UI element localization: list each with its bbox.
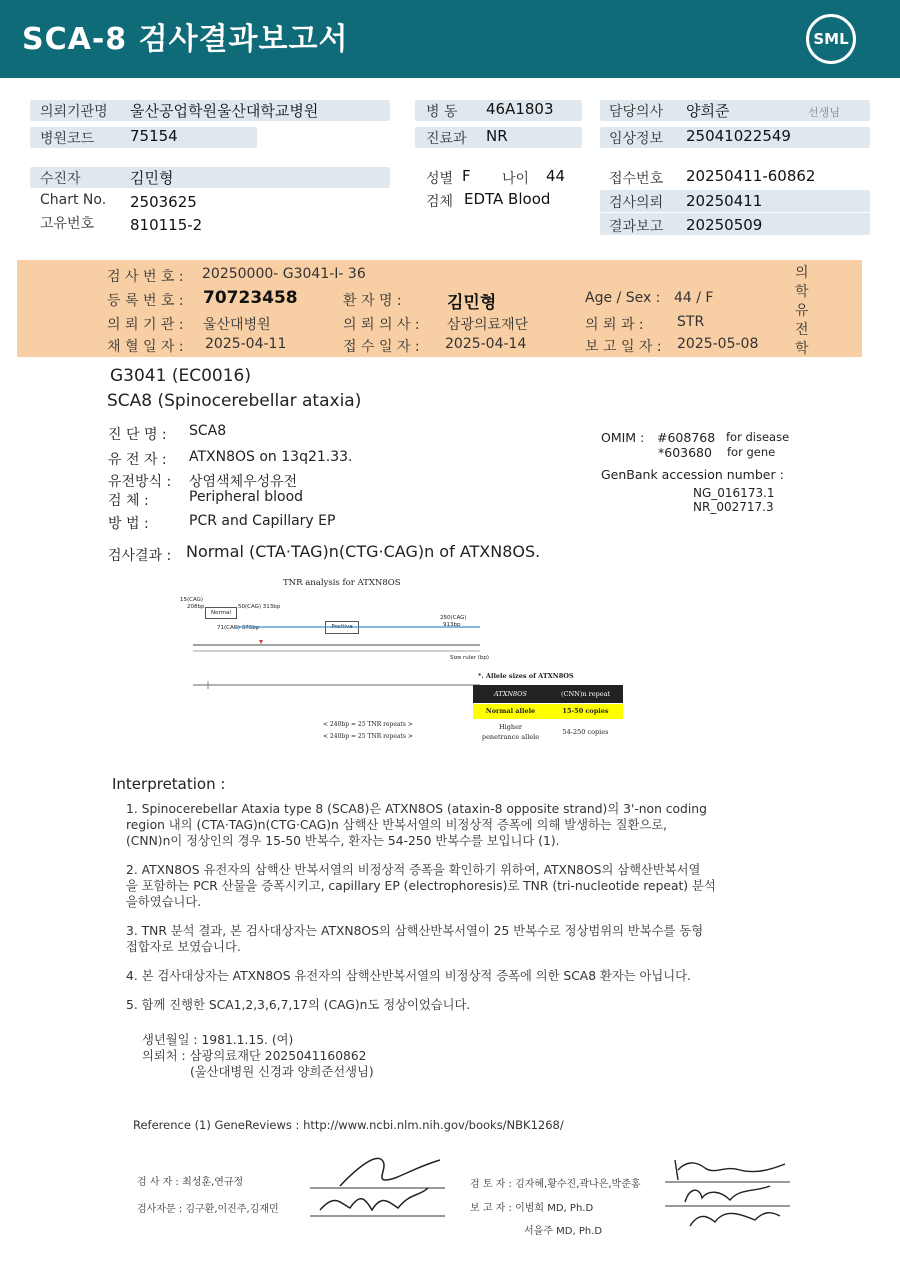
- test-code: G3041 (EC0016): [110, 366, 251, 386]
- band-patient-label: 환 자 명 :: [343, 293, 402, 309]
- gene-value: ATXN8OS on 13q21.33.: [189, 449, 353, 465]
- recv-value: 2025-04-14: [445, 336, 527, 352]
- signature-right: [660, 1150, 795, 1230]
- result-label: 검사결과 :: [108, 548, 172, 564]
- signature-left: [300, 1148, 460, 1228]
- receipt-value: 20250411-60862: [686, 167, 816, 185]
- reporter: 보 고 자 : 이범희 MD, Ph.D: [470, 1203, 594, 1214]
- client-detail: (울산대병원 신경과 양희준선생님): [190, 1065, 374, 1079]
- client: 의뢰처 : 삼광의료재단 2025041160862: [142, 1049, 367, 1063]
- inherit-value: 상염색체우성유전: [189, 474, 298, 490]
- report-title: SCA-8 검사결과보고서: [22, 22, 349, 57]
- chart-value: 2503625: [130, 193, 197, 211]
- inherit-label: 유전방식 :: [108, 474, 172, 490]
- genbank-1: NG_016173.1: [693, 486, 775, 500]
- note-2: < 240bp = 25 TNR repeats >: [323, 733, 413, 740]
- interp-line: 1. Spinocerebellar Ataxia type 8 (SCA8)은 ATXN8OS (ataxin-8 opposite strand)의 3'-non coding: [126, 802, 707, 816]
- interp-line: 을하였습니다.: [126, 895, 202, 909]
- sample-label: 검 체 :: [108, 493, 149, 509]
- code-value: 75154: [130, 127, 178, 145]
- row2-col1b: penetrance allele: [481, 733, 540, 741]
- row1-col1: Normal allele: [473, 704, 548, 719]
- size-ruler-label: Size ruler (bp): [450, 655, 489, 661]
- dept-value: NR: [486, 127, 508, 145]
- request-label: 검사의뢰: [609, 195, 664, 211]
- label-15cag: 15(CAG): [180, 597, 204, 603]
- code-label: 병원코드: [40, 131, 95, 147]
- reference: Reference (1) GeneReviews : http://www.ncbi.nlm.nih.gov/books/NBK1268/: [133, 1118, 564, 1132]
- inst-value: 울산대병원: [203, 317, 271, 333]
- interp-p4: [126, 968, 806, 984]
- clinical-label: 임상정보: [609, 131, 664, 147]
- test-name: SCA8 (Spinocerebellar ataxia): [107, 391, 362, 411]
- figure-title: TNR analysis for ATXN8OS: [283, 578, 401, 588]
- allele-table-title: *. Allele sizes of ATXN8OS: [478, 672, 574, 680]
- genbank-label: GenBank accession number :: [601, 467, 784, 482]
- specimen-value: EDTA Blood: [464, 190, 551, 208]
- omim-gene: *603680: [658, 445, 712, 460]
- interp-p2: [126, 862, 806, 910]
- examiner: 검 사 자 : 최성훈,연규정: [137, 1177, 244, 1188]
- interp-p5: [126, 997, 806, 1013]
- label-250cag: 250(CAG): [440, 615, 467, 621]
- report-header: [0, 0, 900, 78]
- chart-label: Chart No.: [40, 192, 107, 208]
- positive-box: Positive: [325, 621, 359, 634]
- id-label: 고유번호: [40, 216, 95, 232]
- ward-label: 병 동: [426, 104, 458, 120]
- req-doc-label: 의 뢰 의 사 :: [343, 317, 420, 333]
- draw-label: 채 혈 일 자 :: [107, 339, 184, 355]
- label-71cag: 71(CAG) 376bp: [217, 625, 260, 631]
- interpretation-body: [126, 801, 806, 1013]
- receipt-label: 접수번호: [609, 171, 664, 187]
- doctor-value: 양희준: [686, 102, 730, 120]
- patient-label: 수진자: [40, 171, 81, 187]
- report-date-label: 결과보고: [609, 219, 664, 235]
- band-patient-value: 김민형: [447, 293, 497, 313]
- method-label: 방 법 :: [108, 516, 149, 532]
- interp-line: 접합자로 보였습니다.: [126, 940, 241, 954]
- reg-label: 등 록 번 호 :: [107, 293, 184, 309]
- interp-line: 2. ATXN8OS 유전자의 삼핵산 반복서열의 비정상적 증폭을 확인하기 위하여, ATXN8OS의 삼핵산반복서열: [126, 863, 701, 877]
- interp-line: region 내의 (CTA·TAG)n(CTG·CAG)n 삼핵산 반복서열의 비정상적 증폭에 의해 발생하는 질환으로,: [126, 818, 668, 832]
- interp-line: 4. 본 검사대상자는 ATXN8OS 유전자의 삼핵산반복서열의 비정상적 증폭에 의한 SCA8 환자는 아닙니다.: [126, 969, 691, 983]
- draw-value: 2025-04-11: [205, 336, 287, 352]
- specimen-label: 검체: [426, 194, 454, 210]
- row2-col1a: Higher: [498, 723, 523, 731]
- note-1: < 240bp = 25 TNR repeats >: [323, 721, 413, 728]
- omim-label: OMIM :: [601, 430, 645, 445]
- side-label: 의학유전학: [795, 265, 809, 357]
- divider: [600, 212, 870, 213]
- label-50cag: 50(CAG) 313bp: [238, 604, 281, 610]
- agesex-value: 44 / F: [674, 290, 714, 306]
- sml-logo: SML: [806, 14, 856, 64]
- id-value: 810115-2: [130, 216, 203, 234]
- band-dept-label: 의 뢰 과 :: [585, 317, 644, 333]
- clinical-value: 25041022549: [686, 127, 791, 145]
- test-no-label: 검 사 번 호 :: [107, 269, 184, 285]
- hospital-label: 의뢰기관명: [40, 104, 108, 120]
- test-no-value: 20250000- G3041-I- 36: [202, 266, 366, 282]
- omim-disease: #608768: [657, 430, 716, 445]
- interp-line: 3. TNR 분석 결과, 본 검사대상자는 ATXN8OS의 삼핵산반복서열이 25 반복수로 정상범위의 반복수를 동형: [126, 924, 704, 938]
- genbank-2: NR_002717.3: [693, 500, 774, 514]
- doctor-suffix: 선생님: [808, 106, 840, 119]
- interp-line: 을 포함하는 PCR 산물을 증폭시키고, capillary EP (electrophoresis)로 TNR (tri-nucleotide repeat) 분석: [126, 879, 716, 893]
- report-date-value: 20250509: [686, 216, 763, 234]
- birth-date: 생년월일 : 1981.1.15. (여): [142, 1033, 294, 1047]
- sex-value: F: [462, 167, 471, 185]
- age-label: 나이: [502, 171, 530, 187]
- req-doc-value: 삼광의료재단: [447, 317, 529, 333]
- omim-gene-for: for gene: [727, 445, 776, 459]
- interpretation-title: Interpretation :: [112, 775, 226, 793]
- gene-label: 유 전 자 :: [108, 452, 167, 468]
- doctor-label: 담당의사: [609, 104, 664, 120]
- normal-box: Normal: [205, 607, 237, 619]
- row1-col2: 15-50 copies: [548, 704, 623, 719]
- band-dept-value: STR: [677, 314, 705, 330]
- interp-line: 5. 함께 진행한 SCA1,2,3,6,7,17의 (CAG)n도 정상이었습니다.: [126, 998, 471, 1012]
- interp-line: (CNN)n이 정상인의 경우 15-50 반복수, 환자는 54-250 반복수를 보입니다 (1).: [126, 834, 560, 848]
- agesex-label: Age / Sex :: [585, 290, 661, 306]
- lab-info-band: [17, 260, 862, 357]
- th-repeat: (CNN)n repeat: [548, 685, 623, 703]
- tnr-figure: [175, 575, 495, 745]
- advisor: 검사자문 : 김구환,이진주,김재민: [137, 1204, 279, 1215]
- reg-value: 70723458: [203, 288, 298, 308]
- inst-label: 의 뢰 기 관 :: [107, 317, 184, 333]
- allele-table: [473, 685, 623, 747]
- tnr-diagram: [175, 575, 495, 745]
- sample-value: Peripheral blood: [189, 489, 304, 505]
- interp-p3: [126, 923, 806, 955]
- dept-label: 진료과: [426, 131, 467, 147]
- reviewer: 검 토 자 : 김자혜,황수진,곽나은,박준홍: [470, 1179, 641, 1190]
- ward-value: 46A1803: [486, 100, 554, 118]
- reporter-2: 서을주 MD, Ph.D: [524, 1226, 603, 1237]
- hospital-value: 울산공업학원울산대학교병원: [130, 102, 319, 120]
- age-value: 44: [546, 167, 566, 185]
- method-value: PCR and Capillary EP: [189, 513, 336, 529]
- dx-label: 진 단 명 :: [108, 427, 167, 443]
- band-report-label: 보 고 일 자 :: [585, 339, 662, 355]
- dx-value: SCA8: [189, 423, 227, 439]
- patient-row: [30, 167, 390, 188]
- recv-label: 접 수 일 자 :: [343, 339, 420, 355]
- request-value: 20250411: [686, 192, 763, 210]
- label-913bp: 913bp: [443, 622, 461, 628]
- band-report-value: 2025-05-08: [677, 336, 759, 352]
- result-value: Normal (CTA·TAG)n(CTG·CAG)n of ATXN8OS.: [186, 542, 541, 561]
- row2-col2: 54-250 copies: [562, 728, 609, 736]
- label-208bp: 208bp: [187, 604, 205, 610]
- interp-p1: [126, 801, 806, 849]
- sex-label: 성별: [426, 171, 454, 187]
- th-atxn8os: ATXN8OS: [473, 685, 548, 703]
- omim-disease-for: for disease: [726, 430, 790, 444]
- patient-value: 김민형: [130, 169, 174, 187]
